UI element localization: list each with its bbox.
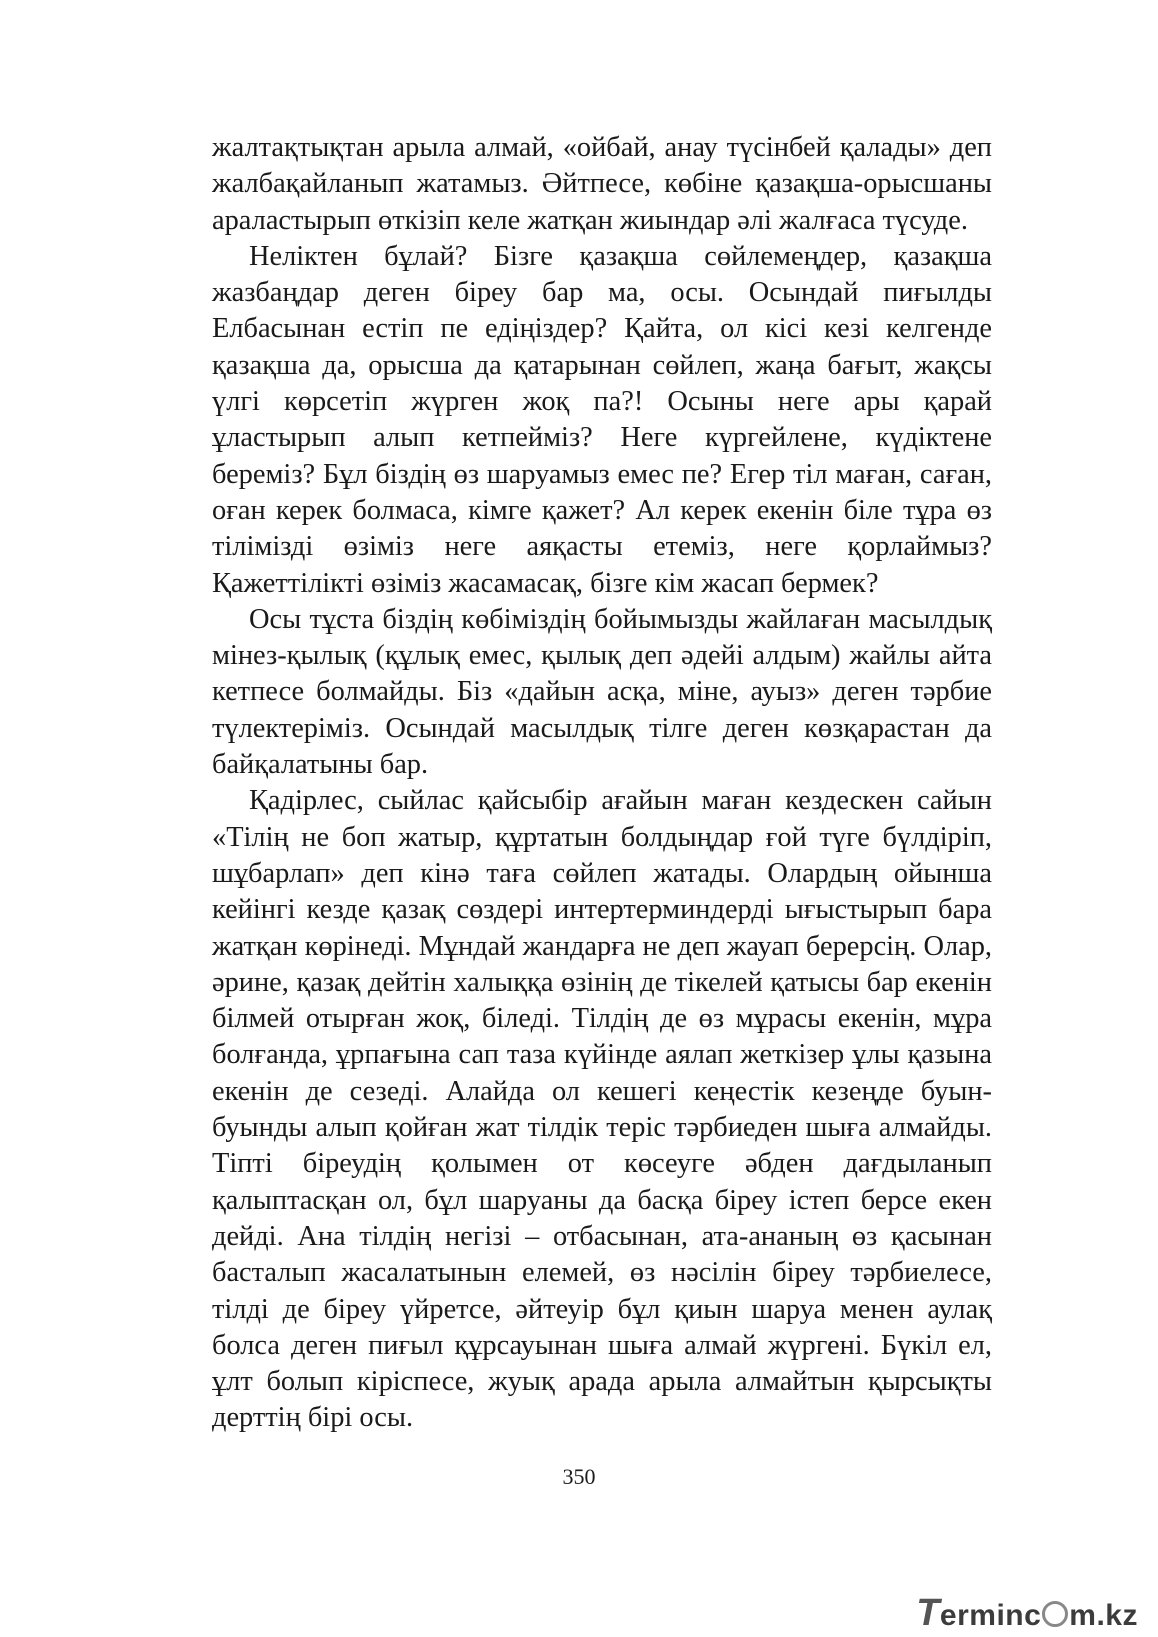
- paragraph-3: Осы тұста біздің көбіміздің бойымызды жайлаған масылдық мінез-қылық (құлық емес, қылық деп әдейі алдым) жайлы айта кетпесе болмайды. Біз «дайын асқа, міне, ауыз» деген тәрбие түлектеріміз. Осындай масылдық тілге деген көзқарастан да байқалатыны бар.: [212, 603, 992, 781]
- termincom-watermark: [916, 1592, 1138, 1634]
- paragraph-1: жалтақтықтан арыла алмай, «ойбай, анау түсінбей қалады» деп жалбақайланып жатамыз. Әйтпесе, көбіне қазақша-орысшаны араластырып өткізіп келе жатқан жиындар әлі жалғаса түсуде.: [212, 132, 992, 236]
- watermark-circle-icon: [1042, 1601, 1068, 1627]
- watermark-text-3: m.kz: [1069, 1599, 1138, 1632]
- page-body: [212, 130, 992, 1437]
- page-number: 350: [562, 1464, 596, 1489]
- watermark-text-1: ermin: [939, 1599, 1025, 1632]
- paragraph-4: Қадірлес, сыйлас қайсыбір ағайын маған кездескен сайын «Тілің не боп жатыр, құртатын болдыңдар ғой түге бүлдіріп, шұбарлап» деп кінә таға сөйлеп жатады. Олардың ойынша кейінгі кезде қазақ сөздері интертерминдерді ығыстырып бара жатқан көрінеді. Мұндай жандарға не деп жауап берерсің. Олар, әрине, қазақ дейтін халыққа өзінің де тікелей қатысы бар екенін білмей отырған жоқ, біледі. Тілдің де өз мұрасы екенін, мұра болғанда, ұрпағына сап таза күйінде аялап жеткізер ұлы қазына екенін де сезеді. Алайда ол кешегі кеңестік кезеңде буын-буынды алып қойған жат тілдік теріс тәрбиеден шыға алмайды. Тіпті біреудің қолымен от көсеуге әбден дағдыланып қалыптасқан ол, бұл шаруаны да басқа біреу істеп берсе екен дейді. Ана тілдің негізі – отбасынан, ата-ананың өз қасынан басталып жасалатынын елемей, өз нәсілін біреу тәрбиелесе, тілді де біреу үйретсе, әйтеуір бұл қиын шаруа менен аулақ болса деген пиғыл құрсауынан шыға алмай жүргені. Бүкіл ел, ұлт болып кіріспесе, жуық арада арыла алмайтын қырсықты дерттің бірі осы.: [212, 785, 993, 1434]
- paragraph-2: Неліктен бұлай? Бізге қазақша сөйлемеңдер, қазақша жазбаңдар деген біреу бар ма, осы. Осындай пиғылды Елбасынан естіп пе едіңіздер? Қайта, ол кісі кезі келгенде қазақша да, орысша да қатарынан сөйлеп, жаңа бағыт, жақсы үлгі көрсетіп жүрген жоқ па?! Осыны неге ары қарай ұластырып алып кетпейміз? Неге күргейлене, күдіктене береміз? Бұл біздің өз шаруамыз емес пе? Егер тіл маған, саған, оған керек болмаса, кімге қажет? Ал керек екенін біле тұра өз тілімізді өзіміз неге аяқасты етеміз, неге қорлаймыз? Қажеттілікті өзіміз жасамасақ, бізге кім жасап бермек?: [212, 240, 992, 599]
- watermark-text-2: c: [1024, 1599, 1042, 1632]
- watermark-t: T: [916, 1592, 940, 1634]
